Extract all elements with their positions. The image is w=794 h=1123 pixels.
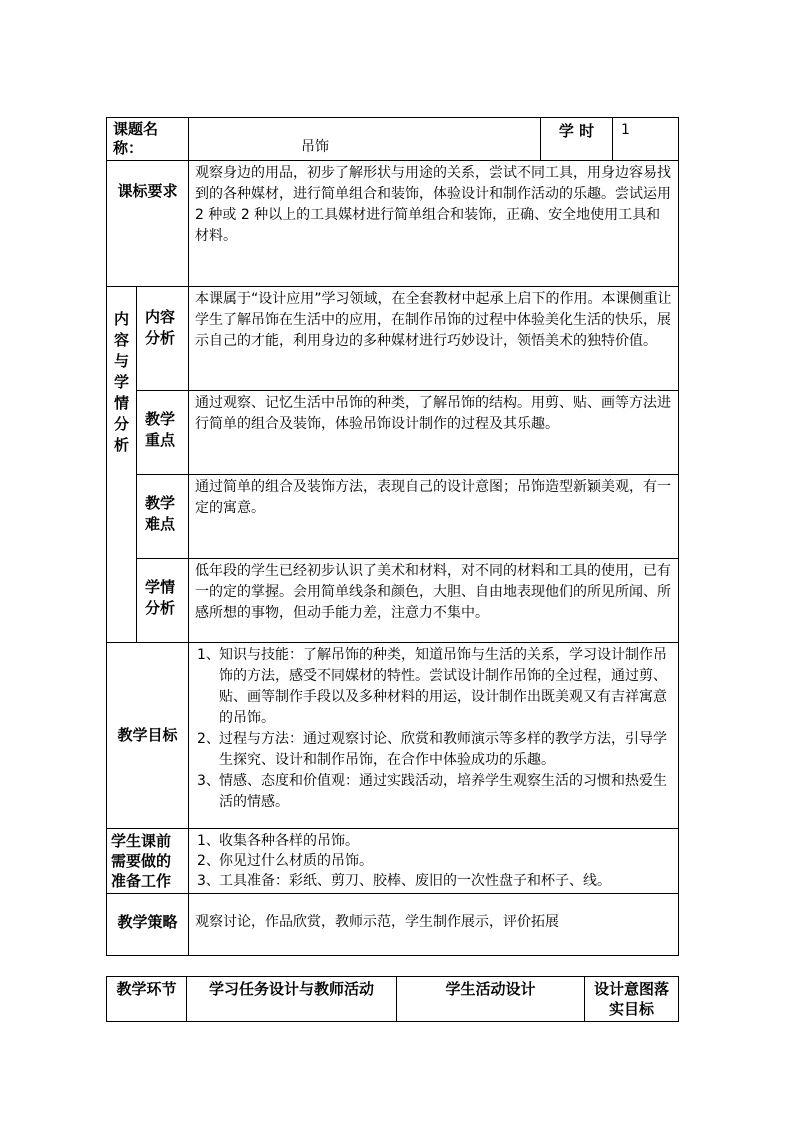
student-analysis-label: 学情分析 bbox=[137, 559, 189, 643]
process-col-teacher: 学习任务设计与教师活动 bbox=[187, 977, 397, 1022]
process-col-intent: 设计意图落实目标 bbox=[585, 977, 679, 1022]
preparation-label: 学生课前需要做的准备工作 bbox=[107, 829, 189, 894]
objectives-list bbox=[189, 643, 679, 829]
strategy-label: 教学策略 bbox=[107, 894, 189, 956]
objectives-label: 教学目标 bbox=[107, 643, 189, 829]
difficulty-text: 通过简单的组合及装饰方法，表现自己的设计意图；吊饰造型新颖美观，有一定的寓意。 bbox=[189, 475, 679, 559]
topic-label: 课题名称： bbox=[107, 118, 189, 161]
student-analysis-text: 低年段的学生已经初步认识了美术和材料，对不同的材料和工具的使用，已有一的定的掌握。会用简单线条和颜色，大胆、自由地表现他们的所见所闻、所感所想的事物，但动手能力差，注意力不集中。 bbox=[189, 559, 679, 643]
preparation-item: 2、 你见过什么材质的吊饰。 bbox=[197, 853, 374, 869]
process-col-student: 学生活动设计 bbox=[397, 977, 585, 1022]
objective-item: 1、 知识与技能：了解吊饰的种类，知道吊饰与生活的关系，学习设计制作吊饰的方法，感受不同媒材的特性。尝试设计制作吊饰的全过程，通过剪、贴、画等制作手段以及多种材料的用运，设计制作出既美观又有吉祥寓意的吊饰。 bbox=[197, 647, 668, 726]
analysis-group-label: 内 容 与 学 情 分 析 bbox=[107, 287, 137, 643]
process-col-stage: 教学环节 bbox=[107, 977, 187, 1022]
requirement-text: 观察身边的用品，初步了解形状与用途的关系，尝试不同工具，用身边容易找到的各种媒材，进行简单组合和装饰，体验设计和制作活动的乐趣。尝试运用 2 种或 2 种以上的工具媒材进行简单组合和装饰，正确、安全地使用工具和材料。 bbox=[189, 161, 679, 287]
content-analysis-label: 内容分析 bbox=[137, 287, 189, 391]
hours-value: 1 bbox=[613, 118, 679, 161]
requirement-label: 课标要求 bbox=[107, 161, 189, 287]
preparation-list bbox=[189, 829, 679, 894]
content-analysis-text: 本课属于“设计应用”学习领域，在全套教材中起承上启下的作用。本课侧重让学生了解吊饰在生活中的应用，在制作吊饰的过程中体验美化生活的快乐，展示自己的才能，利用身边的多种媒材进行巧妙设计，领悟美术的独特价值。 bbox=[189, 287, 679, 391]
process-header-table bbox=[106, 976, 679, 1022]
objective-item: 2、 过程与方法：通过观察讨论、欣赏和教师演示等多样的教学方法，引导学生探究、设计和制作吊饰，在合作中体验成功的乐趣。 bbox=[197, 731, 668, 768]
lesson-plan-table bbox=[106, 117, 679, 956]
topic-value: 吊饰 bbox=[189, 118, 541, 161]
preparation-item: 3、 工具准备：彩纸、剪刀、胶棒、废旧的一次性盘子和杯子、线。 bbox=[197, 873, 612, 889]
strategy-text: 观察讨论，作品欣赏，教师示范，学生制作展示，评价拓展 bbox=[189, 894, 679, 956]
difficulty-label: 教学难点 bbox=[137, 475, 189, 559]
key-point-label: 教学重点 bbox=[137, 391, 189, 475]
key-point-text: 通过观察、记忆生活中吊饰的种类，了解吊饰的结构。用剪、贴、画等方法进行简单的组合及装饰，体验吊饰设计制作的过程及其乐趣。 bbox=[189, 391, 679, 475]
hours-label: 学 时 bbox=[541, 118, 613, 161]
objective-item: 3、 情感、态度和价值观：通过实践活动，培养学生观察生活的习惯和热爱生活的情感。 bbox=[197, 773, 668, 810]
preparation-item: 1、 收集各种各样的吊饰。 bbox=[197, 833, 360, 849]
